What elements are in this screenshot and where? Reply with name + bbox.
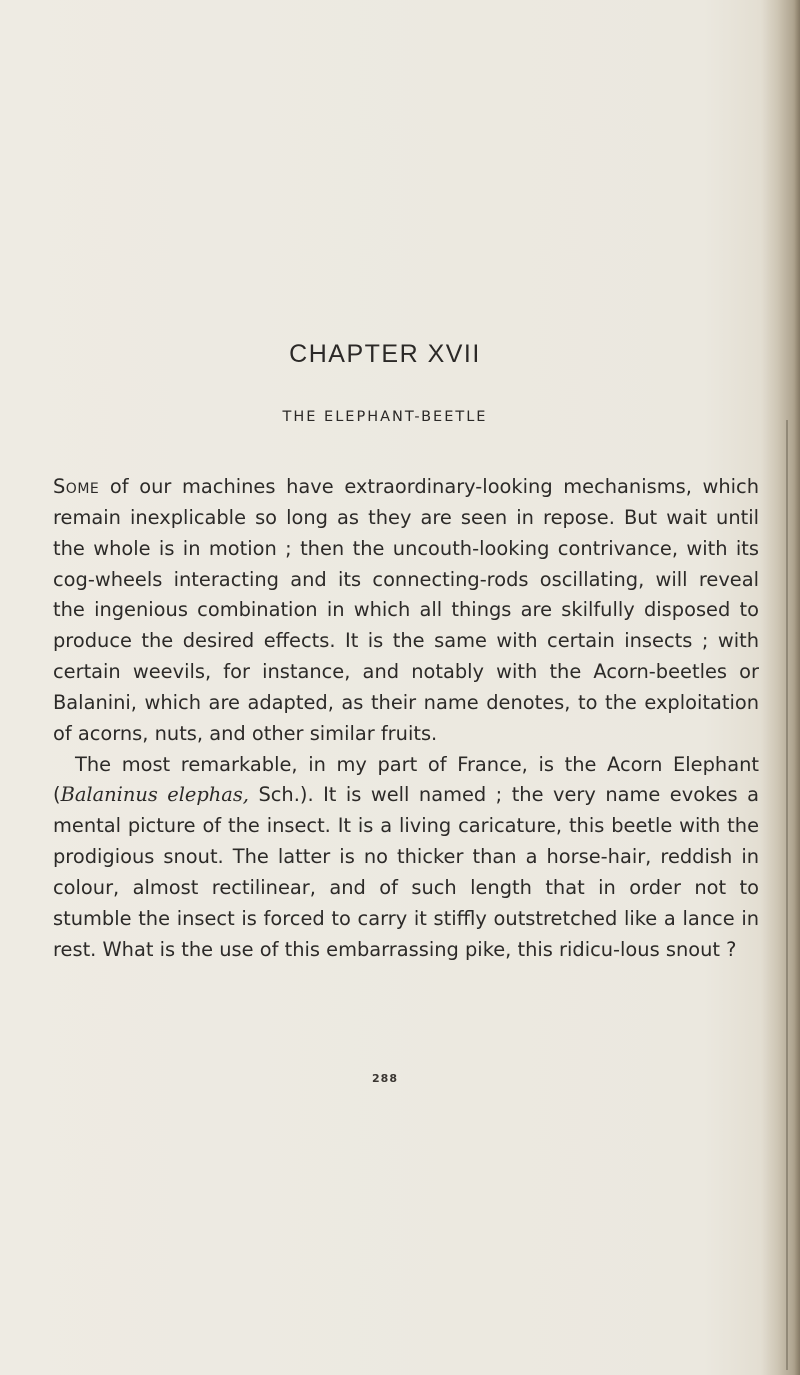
paragraph-1-lead-word: Some bbox=[53, 475, 100, 498]
paragraph-2 bbox=[53, 750, 759, 966]
paragraph-1-text: of our machines have extraordinary-looking mechanisms, which remain inexplicable so long as they are seen in repose. But wait until the whole is in motion ; then the uncouth-looking contrivance, with its cog-wheels interacting and its connecting-rods oscillating, will reveal the ingenious combination in which all things are skilfully disposed to produce the desired effects. It is the same with certain insects ; with certain weevils, for instance, and notably with the Acorn-beetles or Balanini, which are adapted, as their name denotes, to the exploitation of acorns, nuts, and other similar fruits. bbox=[53, 475, 759, 745]
chapter-title: THE ELEPHANT-BEETLE bbox=[282, 409, 488, 425]
paragraph-2-text-start: The most remarkable, in my part of France, is the Acorn Elephant ( bbox=[53, 752, 759, 807]
paragraph-1 bbox=[53, 472, 759, 750]
scientific-name: Balaninus elephas, bbox=[60, 783, 249, 807]
page-edge-line bbox=[786, 420, 788, 1370]
paragraph-2-text-end: Sch.). It is well named ; the very name evokes a mental picture of the insect. It is a living caricature, this beetle with the prodigious snout. The latter is no thicker than a horse-hair, reddish in colour, almost rectilinear, and of such length that in order not to stumble the insect is forced to carry it stiffly outstretched like a lance in rest. What is the use of this embarrassing pike, this ridicu-lous snout ? bbox=[53, 783, 759, 961]
body-text bbox=[53, 472, 759, 966]
page-edge-shadow bbox=[762, 0, 800, 1375]
page-number: 288 bbox=[372, 1072, 398, 1085]
chapter-heading: CHAPTER XVII bbox=[289, 340, 481, 368]
